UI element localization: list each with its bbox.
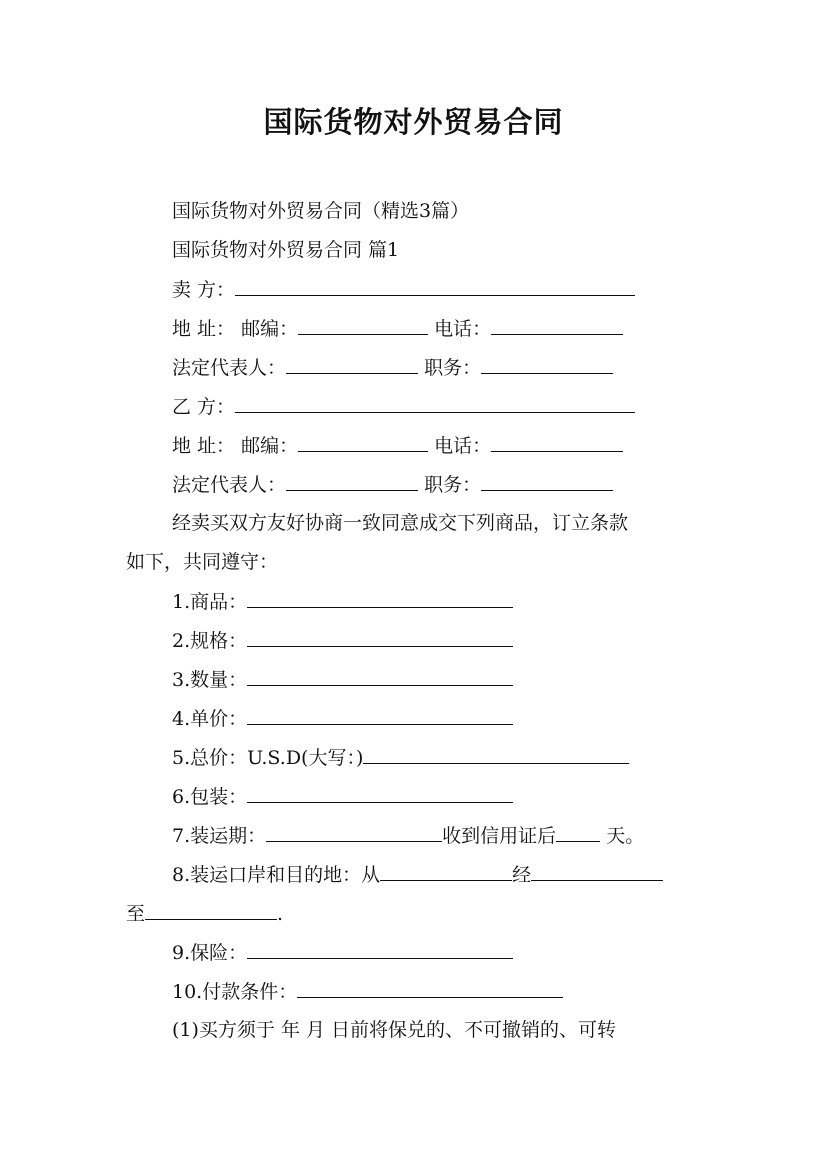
buyer-address-row bbox=[172, 433, 623, 458]
seller-rep-row bbox=[172, 355, 613, 380]
item-3-blank bbox=[247, 667, 513, 686]
item-8-blank-to bbox=[145, 901, 277, 920]
document-subtitle: 国际货物对外贸易合同（精选3篇） bbox=[172, 200, 470, 222]
item-8 bbox=[172, 862, 663, 887]
seller-row bbox=[172, 277, 635, 302]
item-4 bbox=[172, 706, 513, 731]
postcode-label: 邮编： bbox=[241, 435, 299, 457]
item-1 bbox=[172, 589, 513, 614]
item-8-label: 8.装运口岸和目的地：从 bbox=[172, 864, 381, 886]
legal-rep-label: 法定代表人： bbox=[172, 357, 287, 379]
phone-label: 电话： bbox=[434, 435, 492, 457]
item-8-via: 经 bbox=[512, 864, 532, 886]
item-7-text: 收到信用证后 bbox=[442, 825, 557, 847]
item-3-label: 3.数量： bbox=[172, 669, 248, 691]
address-label: 地 址： bbox=[172, 318, 236, 340]
position-blank bbox=[481, 355, 613, 374]
legal-rep-blank bbox=[286, 355, 418, 374]
intro-line-2: 如下，共同遵守： bbox=[126, 551, 279, 573]
address-label: 地 址： bbox=[172, 435, 236, 457]
item-1-label: 1.商品： bbox=[172, 591, 248, 613]
document-title: 国际货物对外贸易合同 bbox=[263, 105, 564, 139]
item-4-blank bbox=[247, 706, 513, 725]
postcode-label: 邮编： bbox=[241, 318, 299, 340]
item-9-label: 9.保险： bbox=[172, 942, 248, 964]
item-10-1: (1)买方须于 年 月 日前将保兑的、不可撤销的、可转 bbox=[172, 1019, 617, 1041]
section-heading: 国际货物对外贸易合同 篇1 bbox=[172, 239, 400, 261]
item-3 bbox=[172, 667, 513, 692]
item-10 bbox=[172, 979, 563, 1004]
item-2-blank bbox=[247, 628, 513, 647]
phone-blank bbox=[491, 433, 623, 452]
item-6 bbox=[172, 784, 513, 809]
item-7-label: 7.装运期： bbox=[172, 825, 267, 847]
item-8-period: . bbox=[277, 903, 284, 925]
item-2-label: 2.规格： bbox=[172, 630, 248, 652]
item-10-label: 10.付款条件： bbox=[172, 981, 298, 1003]
buyer-rep-row bbox=[172, 472, 613, 497]
item-8-to: 至 bbox=[126, 903, 146, 925]
item-7-blank-period bbox=[266, 823, 442, 842]
seller-blank bbox=[235, 277, 635, 296]
item-9 bbox=[172, 940, 513, 965]
item-7 bbox=[172, 823, 644, 848]
item-8-blank-from bbox=[380, 862, 512, 881]
item-1-blank bbox=[247, 589, 513, 608]
item-5-label: 5.总价：U.S.D(大写：) bbox=[172, 747, 364, 769]
item-8-cont bbox=[126, 901, 283, 926]
item-5-blank bbox=[363, 745, 629, 764]
position-blank bbox=[481, 472, 613, 491]
phone-blank bbox=[491, 316, 623, 335]
buyer-row bbox=[172, 394, 635, 419]
item-6-blank bbox=[247, 784, 513, 803]
item-5 bbox=[172, 745, 629, 770]
item-7-blank-days bbox=[556, 823, 600, 842]
item-6-label: 6.包装： bbox=[172, 786, 248, 808]
legal-rep-label: 法定代表人： bbox=[172, 474, 287, 496]
item-8-blank-via bbox=[531, 862, 663, 881]
item-7-suffix: 天。 bbox=[606, 825, 645, 847]
item-4-label: 4.单价： bbox=[172, 708, 248, 730]
item-2 bbox=[172, 628, 513, 653]
legal-rep-blank bbox=[286, 472, 418, 491]
buyer-blank bbox=[235, 394, 635, 413]
seller-address-row bbox=[172, 316, 623, 341]
postcode-blank bbox=[298, 316, 428, 335]
postcode-blank bbox=[298, 433, 428, 452]
position-label: 职务： bbox=[424, 474, 482, 496]
buyer-label: 乙 方： bbox=[172, 396, 236, 418]
position-label: 职务： bbox=[424, 357, 482, 379]
intro-line-1: 经卖买双方友好协商一致同意成交下列商品，订立条款 bbox=[172, 512, 629, 534]
item-10-blank bbox=[297, 979, 563, 998]
seller-label: 卖 方： bbox=[172, 279, 236, 301]
item-9-blank bbox=[247, 940, 513, 959]
phone-label: 电话： bbox=[434, 318, 492, 340]
